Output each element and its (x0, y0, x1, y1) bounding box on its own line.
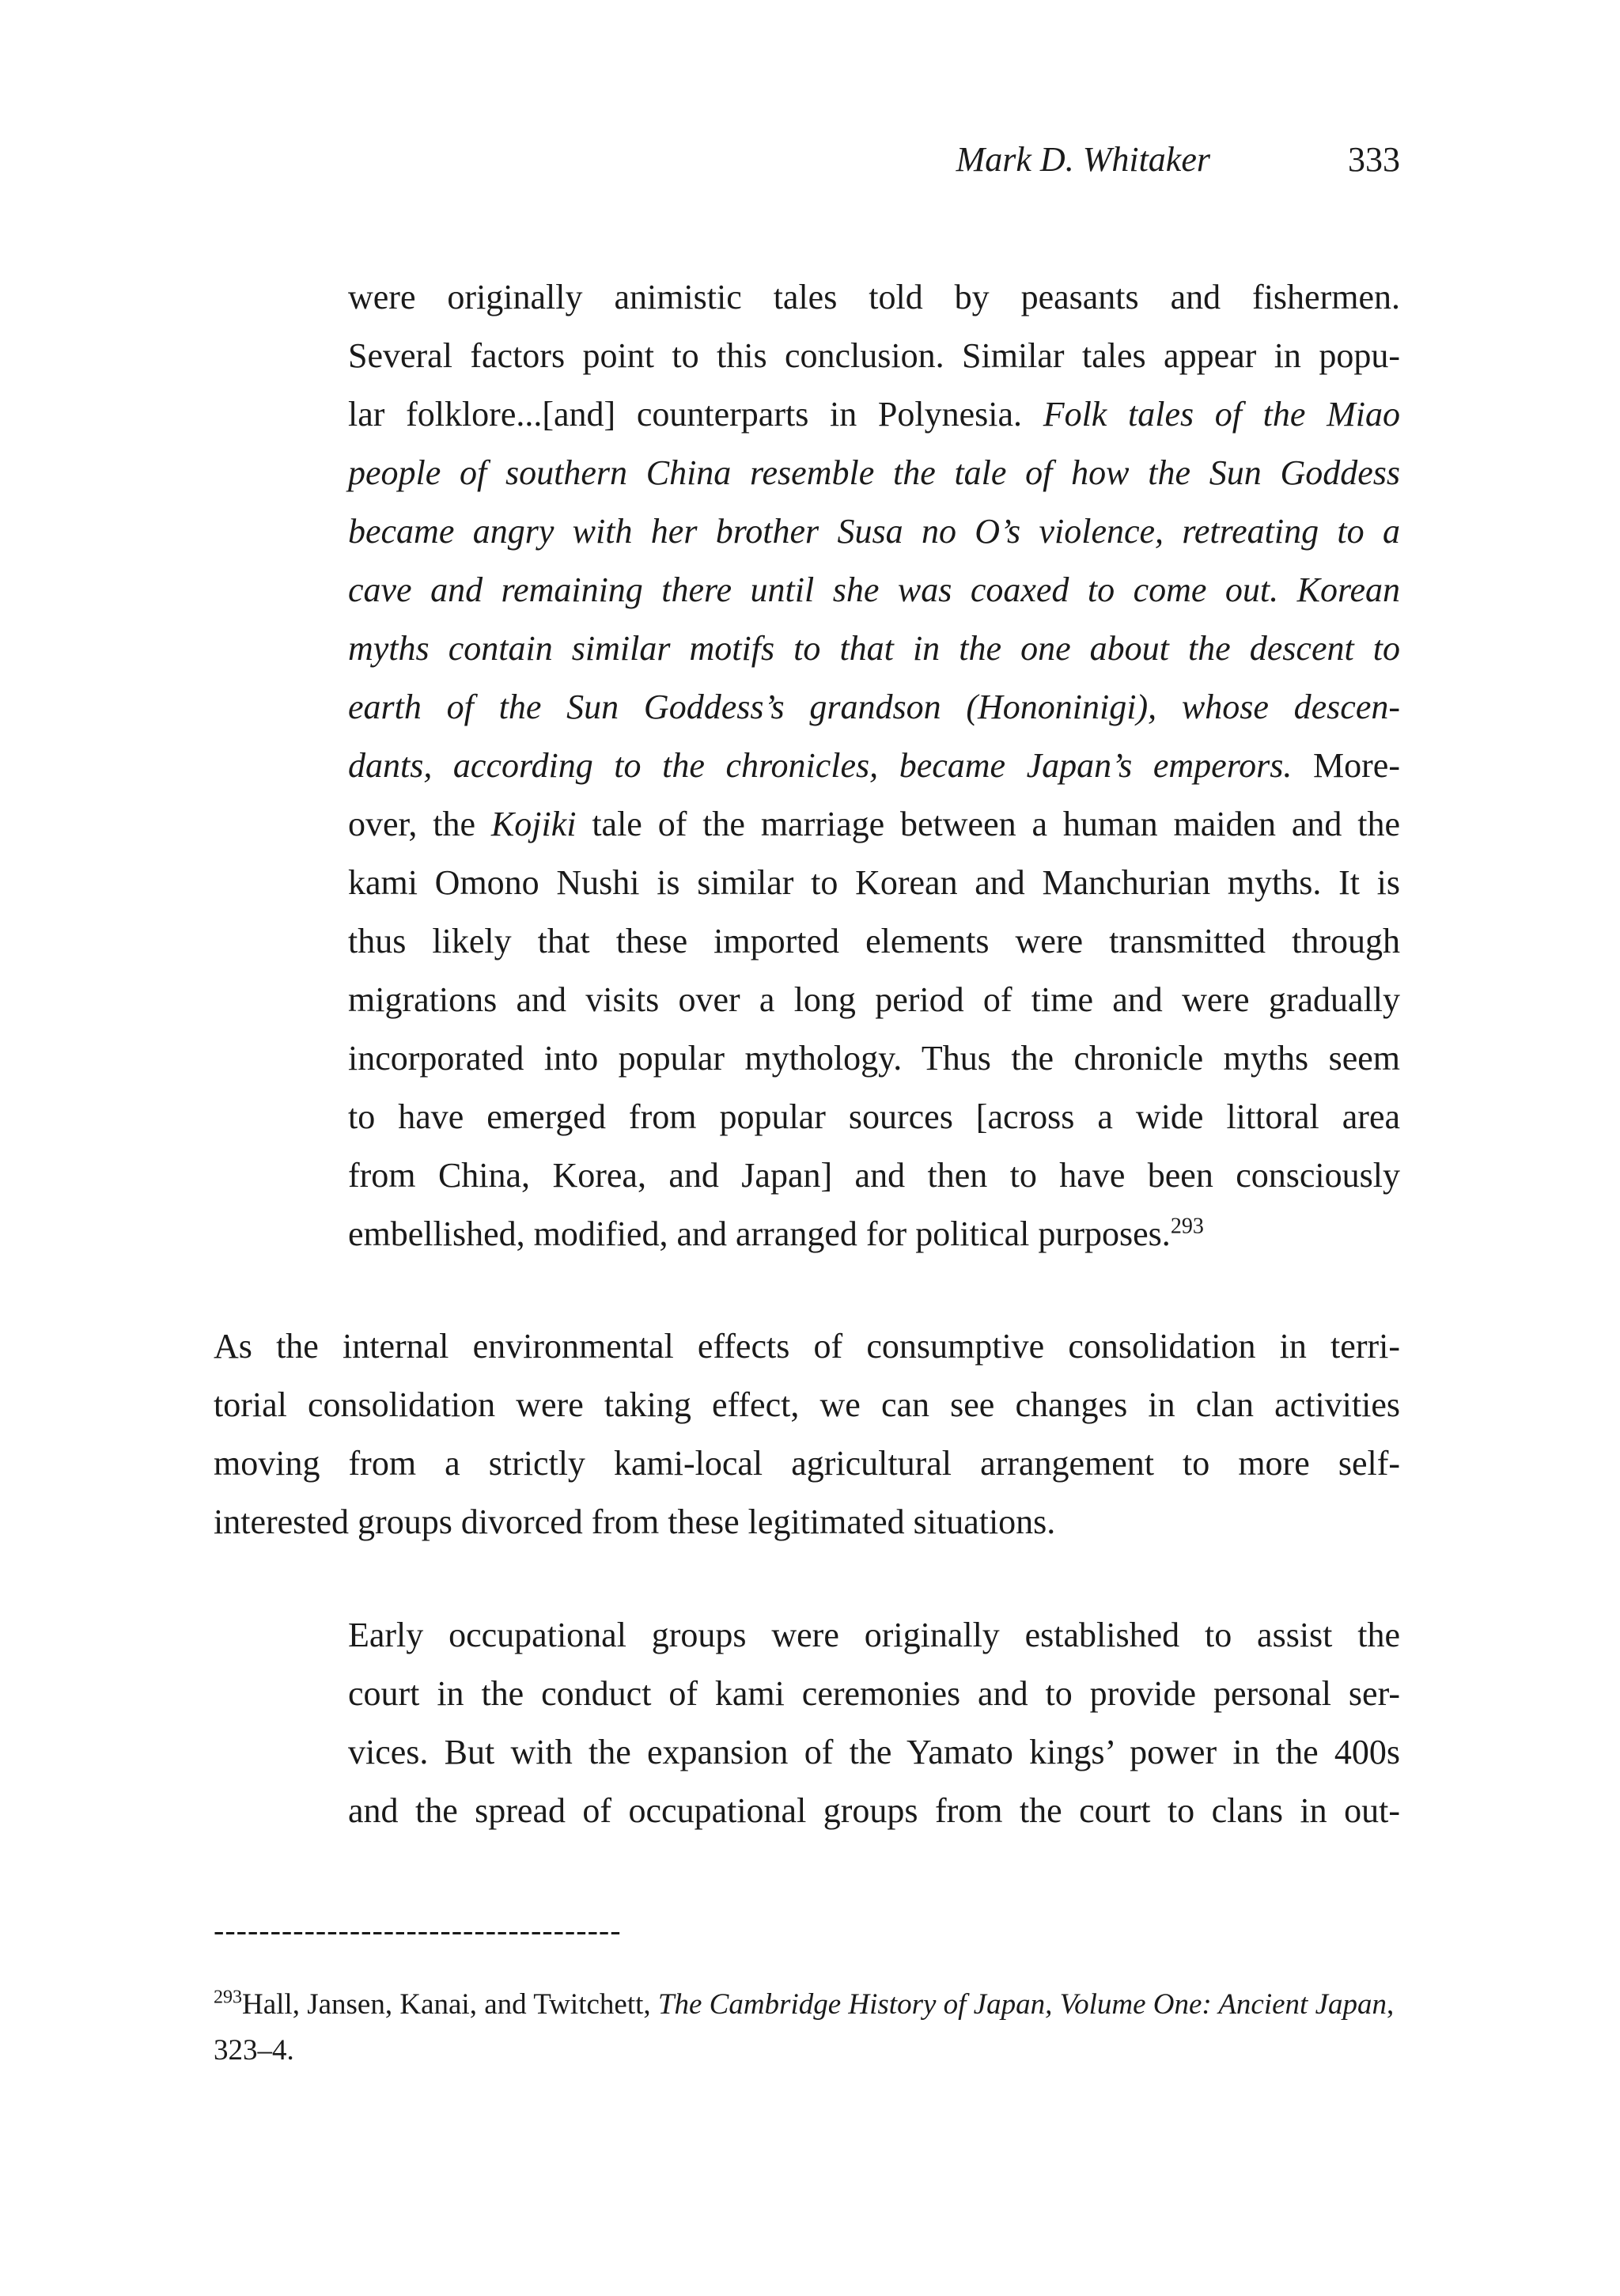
running-head-author: Mark D. Whitaker (956, 140, 1210, 179)
footnote-authors: Hall, Jansen, Kanai, and Twitchett, (242, 1988, 658, 2021)
quote-line: earth of the Sun Goddess’s grandson (Hononinigi), whose descen- (348, 688, 1400, 726)
footnote-book-title: The Cambridge History of Japan, Volume One: Ancient Japan (657, 1988, 1387, 2021)
quote-line: incorporated into popular mythology. Thus the chronicle myths seem (348, 1039, 1400, 1078)
running-head (214, 136, 1400, 184)
quote-line: court in the conduct of kami ceremonies and to provide personal ser- (348, 1674, 1400, 1713)
book-title-kojiki: Kojiki (490, 805, 577, 843)
quote-line: were originally animistic tales told by peasants and fishermen. (348, 278, 1400, 316)
quote-line: kami Omono Nushi is similar to Korean and Manchurian myths. It is (348, 863, 1400, 902)
footnote-293 (214, 1982, 1400, 2074)
paragraph-line: torial consolidation were taking effect, we can see changes in clan activities (214, 1385, 1400, 1424)
block-quote-occupational-groups (348, 1606, 1400, 1840)
quote-line: vices. But with the expansion of the Yamato kings’ power in the 400s (348, 1733, 1400, 1771)
quote-line: became angry with her brother Susa no O’s violence, retreating to a (348, 512, 1400, 551)
quote-line: from China, Korea, and Japan] and then to have been consciously (348, 1156, 1400, 1195)
quote-line: over, the Kojiki tale of the marriage between a human maiden and the (348, 805, 1400, 843)
block-quote-myths (348, 268, 1400, 1264)
footnote-number: 293 (214, 1987, 242, 2008)
quote-line: to have emerged from popular sources [across a wide littoral area (348, 1097, 1400, 1136)
quote-line: lar folklore...[and] counterparts in Polynesia. Folk tales of the Miao (348, 395, 1400, 434)
quote-line: myths contain similar motifs to that in the one about the descent to (348, 629, 1400, 668)
paragraph-line: As the internal environmental effects of consumptive consolidation in terri- (214, 1327, 1400, 1366)
quote-line: people of southern China resemble the tale of how the Sun Goddess (348, 453, 1400, 492)
quote-line: embellished, modified, and arranged for political purposes.$^{293}$ (348, 1214, 1204, 1253)
page-number: 333 (1348, 140, 1400, 179)
paragraph-line: moving from a strictly kami-local agricultural arrangement to more self- (214, 1444, 1400, 1483)
paragraph-line: interested groups divorced from these legitimated situations. (214, 1502, 1056, 1541)
quote-line: Several factors point to this conclusion. Similar tales appear in popu- (348, 336, 1400, 375)
footnote-pages: , 323–4. (214, 1988, 1395, 2067)
quote-line: dants, according to the chronicles, became Japan’s emperors. More- (348, 746, 1400, 785)
quote-line: and the spread of occupational groups from the court to clans in out- (348, 1791, 1400, 1830)
footnote-reference[interactable]: 293 (1170, 1214, 1204, 1239)
body-paragraph (214, 1317, 1400, 1552)
quote-line: Early occupational groups were originally established to assist the (348, 1616, 1400, 1654)
quote-line: cave and remaining there until she was coaxed to come out. Korean (348, 570, 1400, 609)
quote-line: migrations and visits over a long period of time and were gradually (348, 980, 1400, 1019)
footnote-divider: ------------------------------------ (214, 1912, 622, 1948)
quote-line: thus likely that these imported elements were transmitted through (348, 922, 1400, 960)
